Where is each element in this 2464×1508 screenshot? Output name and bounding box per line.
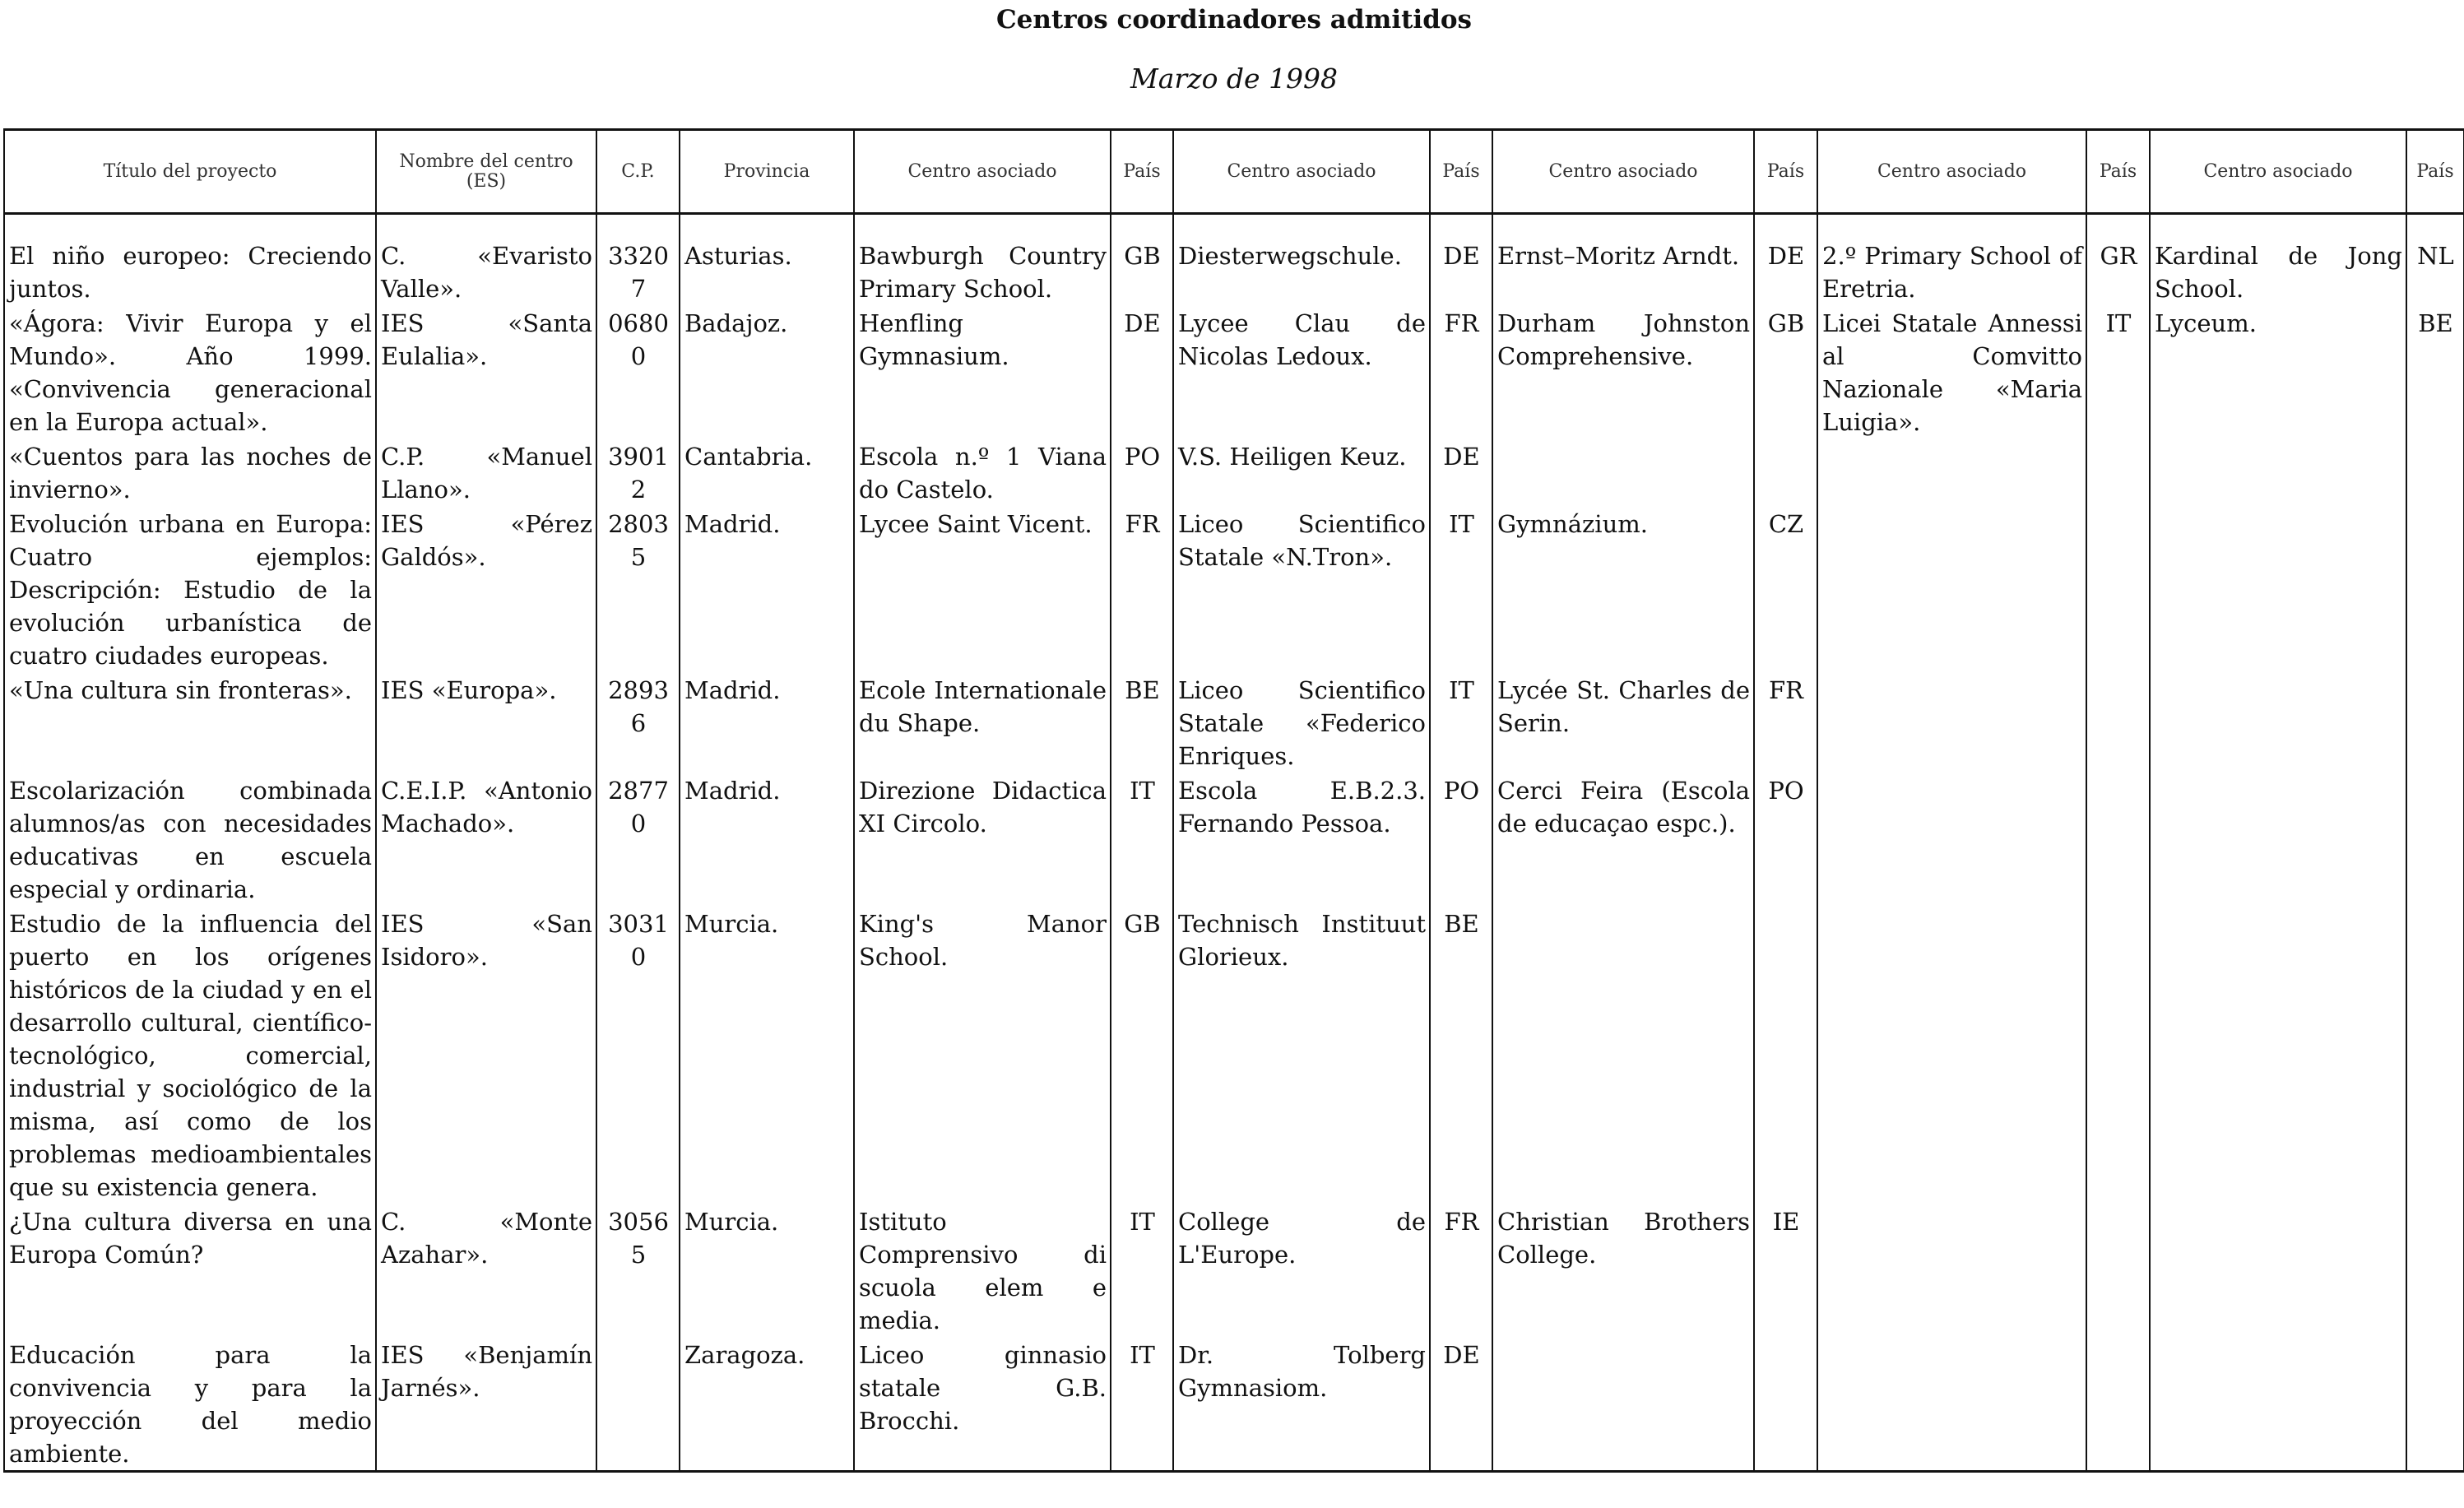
postal-code-cell [596,1337,680,1472]
project-title-cell: «Cuentos para las noches de invierno». [4,438,376,506]
associated-centre-3-cell: Christian Brothers College. [1492,1204,1754,1337]
associated-centre-1-cell: Ecole Internationale du Shape. [854,672,1111,773]
associated-centre-4-cell [1817,438,2086,506]
project-title-cell: Educación para la convivencia y para la proyección del medio ambiente. [4,1337,376,1472]
project-title-cell: ¿Una cultura diversa en una Europa Común? [4,1204,376,1337]
associated-centre-1-cell: Bawburgh Country Primary School. [854,214,1111,306]
associated-centre-1-cell: Escola n.º 1 Viana do Castelo. [854,438,1111,506]
associated-centre-3-cell [1492,1337,1754,1472]
associated-centre-3-cell: Lycée St. Charles de Serin. [1492,672,1754,773]
header-associated-centre-4: Centro asociado [1817,130,2086,214]
table-row [4,906,2464,1204]
header-centre-name: Nombre del centro (ES) [376,130,596,214]
associated-centre-1-cell: King's Manor School. [854,906,1111,1204]
project-title-cell: «Ágora: Vivir Europa y el Mundo». Año 1999. «Convivencia generacional en la Europa actual». [4,305,376,438]
postal-code-cell: 39012 [596,438,680,506]
country-3-cell: CZ [1754,506,1817,672]
province-cell: Madrid. [680,506,854,672]
associated-centre-1-cell: Liceo ginnasio statale G.B. Brocchi. [854,1337,1111,1472]
header-associated-centre-3: Centro asociado [1492,130,1754,214]
associated-centre-3-cell: Gymnázium. [1492,506,1754,672]
country-1-cell: IT [1111,773,1173,906]
project-title-cell: Evolución urbana en Europa: Cuatro ejemplos: Descripción: Estudio de la evolución urbanística de cuatro ciudades europeas. [4,506,376,672]
associated-centre-4-cell [1817,1204,2086,1337]
country-3-cell: IE [1754,1204,1817,1337]
project-title-cell: El niño europeo: Creciendo juntos. [4,214,376,306]
country-1-cell: FR [1111,506,1173,672]
header-country-3: País [1754,130,1817,214]
table-row [4,214,2464,306]
country-4-cell [2086,1337,2150,1472]
country-1-cell: PO [1111,438,1173,506]
associated-centre-5-cell [2150,773,2406,906]
associated-centre-4-cell [1817,773,2086,906]
country-3-cell: GB [1754,305,1817,438]
country-5-cell: NL [2406,214,2464,306]
header-country-2: País [1430,130,1492,214]
table-row [4,773,2464,906]
associated-centre-4-cell [1817,906,2086,1204]
country-3-cell: FR [1754,672,1817,773]
associated-centre-4-cell [1817,1337,2086,1472]
centre-name-cell: C.E.I.P. «Antonio Machado». [376,773,596,906]
associated-centre-5-cell [2150,438,2406,506]
country-2-cell: IT [1430,672,1492,773]
associated-centre-2-cell: Liceo Scientifico Statale «Federico Enriques. [1173,672,1430,773]
associated-centre-2-cell: College de L'Europe. [1173,1204,1430,1337]
associated-centre-2-cell: Escola E.B.2.3. Fernando Pessoa. [1173,773,1430,906]
associated-centre-2-cell: V.S. Heiligen Keuz. [1173,438,1430,506]
table-row [4,1204,2464,1337]
country-5-cell [2406,1204,2464,1337]
country-1-cell: GB [1111,214,1173,306]
associated-centre-2-cell: Liceo Scientifico Statale «N.Tron». [1173,506,1430,672]
header-postal-code: C.P. [596,130,680,214]
postal-code-cell: 06800 [596,305,680,438]
country-1-cell: BE [1111,672,1173,773]
country-2-cell: BE [1430,906,1492,1204]
associated-centre-5-cell [2150,1204,2406,1337]
province-cell: Murcia. [680,906,854,1204]
province-cell: Zaragoza. [680,1337,854,1472]
associated-centre-3-cell: Ernst–Moritz Arndt. [1492,214,1754,306]
associated-centre-2-cell: Diesterwegschule. [1173,214,1430,306]
country-2-cell: DE [1430,1337,1492,1472]
country-3-cell: DE [1754,214,1817,306]
province-cell: Badajoz. [680,305,854,438]
country-3-cell [1754,438,1817,506]
associated-centre-5-cell [2150,672,2406,773]
header-associated-centre-2: Centro asociado [1173,130,1430,214]
country-2-cell: DE [1430,214,1492,306]
province-cell: Murcia. [680,1204,854,1337]
header-country-5: País [2406,130,2464,214]
country-4-cell [2086,906,2150,1204]
country-1-cell: IT [1111,1337,1173,1472]
associated-centre-1-cell: Direzione Didactica XI Circolo. [854,773,1111,906]
country-4-cell [2086,506,2150,672]
table-row [4,305,2464,438]
province-cell: Cantabria. [680,438,854,506]
country-5-cell [2406,906,2464,1204]
country-2-cell: IT [1430,506,1492,672]
country-1-cell: DE [1111,305,1173,438]
header-country-1: País [1111,130,1173,214]
country-3-cell [1754,906,1817,1204]
country-4-cell: IT [2086,305,2150,438]
centre-name-cell: IES «Santa Eulalia». [376,305,596,438]
associated-centre-3-cell: Cerci Feira (Escola de educaçao espc.). [1492,773,1754,906]
associated-centre-5-cell [2150,1337,2406,1472]
associated-centre-2-cell: Dr. Tolberg Gymnasiom. [1173,1337,1430,1472]
centre-name-cell: C. «Evaristo Valle». [376,214,596,306]
header-associated-centre-5: Centro asociado [2150,130,2406,214]
associated-centre-2-cell: Lycee Clau de Nicolas Ledoux. [1173,305,1430,438]
associated-centre-3-cell [1492,438,1754,506]
project-title-cell: Escolarización combinada alumnos/as con necesidades educativas en escuela especial y ordinaria. [4,773,376,906]
table-row [4,1337,2464,1472]
country-5-cell [2406,438,2464,506]
province-cell: Madrid. [680,672,854,773]
country-2-cell: FR [1430,1204,1492,1337]
associated-centre-1-cell: Henfling Gymnasium. [854,305,1111,438]
document-title: Centros coordinadores admitidos [995,5,1473,35]
associated-centre-2-cell: Technisch Instituut Glorieux. [1173,906,1430,1204]
associated-centre-4-cell [1817,506,2086,672]
header-province: Provincia [680,130,854,214]
postal-code-cell: 28035 [596,506,680,672]
header-project-title: Título del proyecto [4,130,376,214]
country-4-cell: GR [2086,214,2150,306]
country-4-cell [2086,438,2150,506]
associated-centre-5-cell [2150,506,2406,672]
country-5-cell [2406,672,2464,773]
associated-centre-1-cell: Lycee Saint Vicent. [854,506,1111,672]
postal-code-cell: 28770 [596,773,680,906]
country-4-cell [2086,773,2150,906]
table-row [4,672,2464,773]
country-5-cell: BE [2406,305,2464,438]
country-4-cell [2086,1204,2150,1337]
associated-centre-1-cell: Istituto Comprensivo di scuola elem e media. [854,1204,1111,1337]
postal-code-cell: 33207 [596,214,680,306]
country-1-cell: IT [1111,1204,1173,1337]
associated-centre-4-cell: Licei Statale Annessi al Comvitto Nazionale «Maria Luigia». [1817,305,2086,438]
country-2-cell: FR [1430,305,1492,438]
postal-code-cell: 30310 [596,906,680,1204]
associated-centre-5-cell: Lyceum. [2150,305,2406,438]
associated-centre-4-cell: 2.º Primary School of Eretria. [1817,214,2086,306]
country-5-cell [2406,773,2464,906]
country-4-cell [2086,672,2150,773]
project-title-cell: «Una cultura sin fronteras». [4,672,376,773]
centre-name-cell: IES «Europa». [376,672,596,773]
country-5-cell [2406,1337,2464,1472]
country-2-cell: DE [1430,438,1492,506]
table-body [4,214,2464,1472]
province-cell: Madrid. [680,773,854,906]
centres-table [3,128,2464,1473]
centre-name-cell: IES «Benjamín Jarnés». [376,1337,596,1472]
associated-centre-3-cell: Durham Johnston Comprehensive. [1492,305,1754,438]
table-header-row [4,130,2464,214]
associated-centre-5-cell: Kardinal de Jong School. [2150,214,2406,306]
document-subtitle: Marzo de 1998 [1130,63,1339,95]
header-country-4: País [2086,130,2150,214]
project-title-cell: Estudio de la influencia del puerto en los orígenes históricos de la ciudad y en el desarrollo cultural, científico-tecnológico, comercial, industrial y sociológico de la misma, así como de los problemas medioambientales que su existencia genera. [4,906,376,1204]
province-cell: Asturias. [680,214,854,306]
table-row [4,438,2464,506]
table-row [4,506,2464,672]
centre-name-cell: C. «Monte Azahar». [376,1204,596,1337]
centre-name-cell: IES «Pérez Galdós». [376,506,596,672]
associated-centre-5-cell [2150,906,2406,1204]
country-3-cell: PO [1754,773,1817,906]
centre-name-cell: C.P. «Manuel Llano». [376,438,596,506]
postal-code-cell: 30565 [596,1204,680,1337]
associated-centre-3-cell [1492,906,1754,1204]
country-2-cell: PO [1430,773,1492,906]
country-3-cell [1754,1337,1817,1472]
country-1-cell: GB [1111,906,1173,1204]
header-associated-centre-1: Centro asociado [854,130,1111,214]
centre-name-cell: IES «San Isidoro». [376,906,596,1204]
country-5-cell [2406,506,2464,672]
associated-centre-4-cell [1817,672,2086,773]
postal-code-cell: 28936 [596,672,680,773]
